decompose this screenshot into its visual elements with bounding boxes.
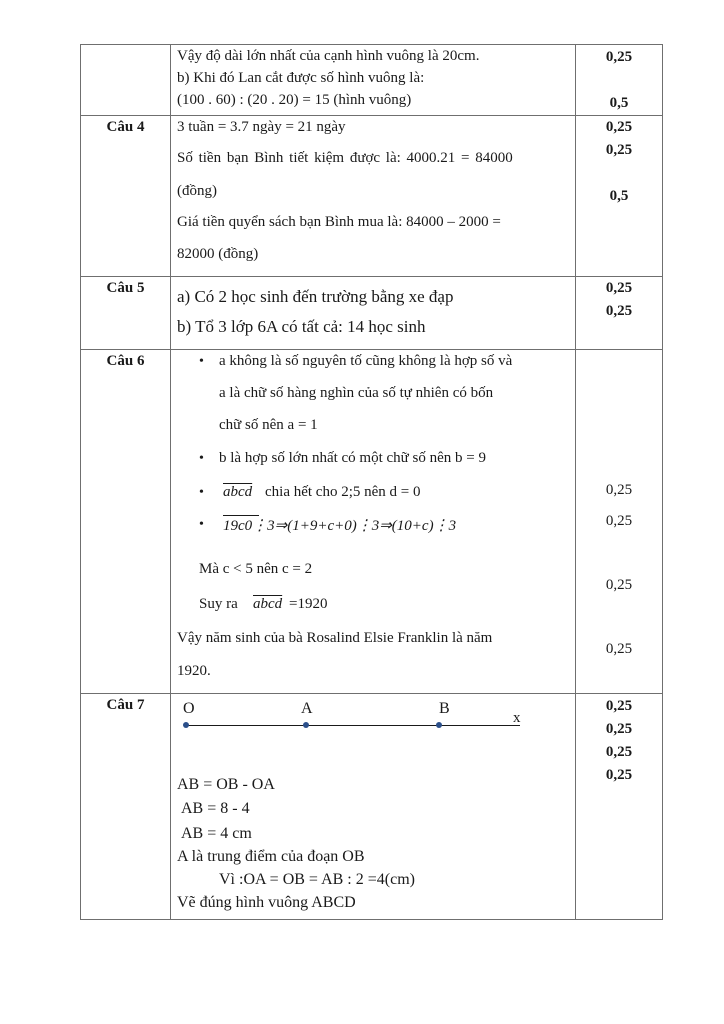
answer-line: A là trung điểm của đoạn OB — [177, 848, 365, 865]
table-row — [81, 277, 663, 350]
score: 0,25 — [605, 280, 633, 296]
answer-line: Mà c < 5 nên c = 2 — [199, 561, 313, 577]
bullet-icon: • — [199, 451, 204, 466]
bullet-icon: • — [199, 354, 204, 369]
point-a-marker — [303, 722, 309, 728]
table-row — [81, 45, 663, 116]
score: 0,25 — [605, 744, 633, 760]
math-expression: 19c0⋮3⇒(1+9+c+0)⋮3⇒(10+c)⋮3 — [223, 518, 457, 534]
score-cell — [576, 45, 663, 116]
ray-line — [186, 725, 520, 726]
point-label: x — [513, 710, 521, 726]
question-cell: Câu 6 — [81, 350, 171, 694]
table-row — [81, 694, 663, 920]
answer-line: AB = OB - OA — [177, 776, 275, 793]
answer-line: AB = 8 - 4 — [181, 800, 250, 817]
table-row — [81, 350, 663, 694]
score: 0,25 — [605, 303, 633, 319]
answer-line: Vậy độ dài lớn nhất của cạnh hình vuông là 20cm. — [177, 48, 480, 64]
score: 0,25 — [605, 641, 633, 657]
overline-mark — [223, 515, 259, 516]
answer-line: 3 tuần = 3.7 ngày = 21 ngày — [177, 119, 346, 135]
point-label: O — [183, 700, 195, 717]
score: 0,25 — [605, 767, 633, 783]
answer-line: Suy ra — [199, 596, 238, 612]
answer-cell — [171, 350, 576, 694]
math-expression: abcd — [253, 596, 283, 612]
answer-line: (đồng) — [177, 183, 217, 199]
score: 0,25 — [605, 482, 633, 498]
answer-line: (100 . 60) : (20 . 20) = 15 (hình vuông) — [177, 92, 412, 108]
score: 0,25 — [605, 721, 633, 737]
answer-line: Vậy năm sinh của bà Rosalind Elsie Franklin là năm — [177, 630, 493, 646]
answer-line: Vì :OA = OB = AB : 2 =4(cm) — [219, 871, 415, 888]
bullet-icon: • — [199, 485, 204, 500]
answer-line: a) Có 2 học sinh đến trường bằng xe đạp — [177, 287, 454, 306]
question-cell: Câu 4 — [81, 116, 171, 277]
math-expression: abcd — [223, 484, 253, 500]
answer-line: a không là số nguyên tố cũng không là hợp số và — [219, 353, 513, 369]
answer-line: b) Khi đó Lan cắt được số hình vuông là: — [177, 70, 425, 86]
point-o-marker — [183, 722, 189, 728]
score-cell — [576, 694, 663, 920]
answer-line: Giá tiền quyển sách bạn Bình mua là: 84000 – 2000 = — [177, 214, 501, 230]
score: 0,25 — [605, 142, 633, 158]
answer-line: b) Tổ 3 lớp 6A có tất cả: 14 học sinh — [177, 317, 426, 336]
answer-line: a là chữ số hàng nghìn của số tự nhiên có bốn — [219, 385, 494, 401]
answer-line: Số tiền bạn Bình tiết kiệm được là: 4000.21 = 84000 — [177, 150, 513, 166]
score-cell — [576, 277, 663, 350]
answer-line: 82000 (đồng) — [177, 246, 259, 262]
answer-line: chữ số nên a = 1 — [219, 417, 318, 433]
score: 0,25 — [605, 577, 633, 593]
score: 0,25 — [605, 698, 633, 714]
ray-figure — [171, 694, 575, 734]
score: 0,5 — [609, 95, 629, 111]
score: 0,25 — [605, 119, 633, 135]
question-cell: Câu 7 — [81, 694, 171, 920]
answer-line: 1920. — [177, 663, 211, 679]
score: 0,25 — [605, 49, 633, 65]
point-label: A — [301, 700, 313, 717]
score-cell — [576, 116, 663, 277]
point-label: B — [439, 700, 450, 717]
table-row — [81, 116, 663, 277]
answer-line: b là hợp số lớn nhất có một chữ số nên b = 9 — [219, 450, 487, 466]
bullet-icon: • — [199, 517, 204, 532]
question-cell: Câu 5 — [81, 277, 171, 350]
grading-table — [80, 44, 663, 920]
answer-cell — [171, 116, 576, 277]
answer-cell — [171, 45, 576, 116]
point-b-marker — [436, 722, 442, 728]
score: 0,25 — [605, 513, 633, 529]
answer-line: =1920 — [289, 596, 328, 612]
score: 0,5 — [609, 188, 629, 204]
answer-line: chia hết cho 2;5 nên d = 0 — [265, 484, 421, 500]
answer-line: AB = 4 cm — [181, 825, 252, 842]
answer-cell — [171, 277, 576, 350]
score-cell — [576, 350, 663, 694]
answer-line: Vẽ đúng hình vuông ABCD — [177, 894, 356, 911]
question-cell — [81, 45, 171, 116]
answer-cell — [171, 694, 576, 920]
